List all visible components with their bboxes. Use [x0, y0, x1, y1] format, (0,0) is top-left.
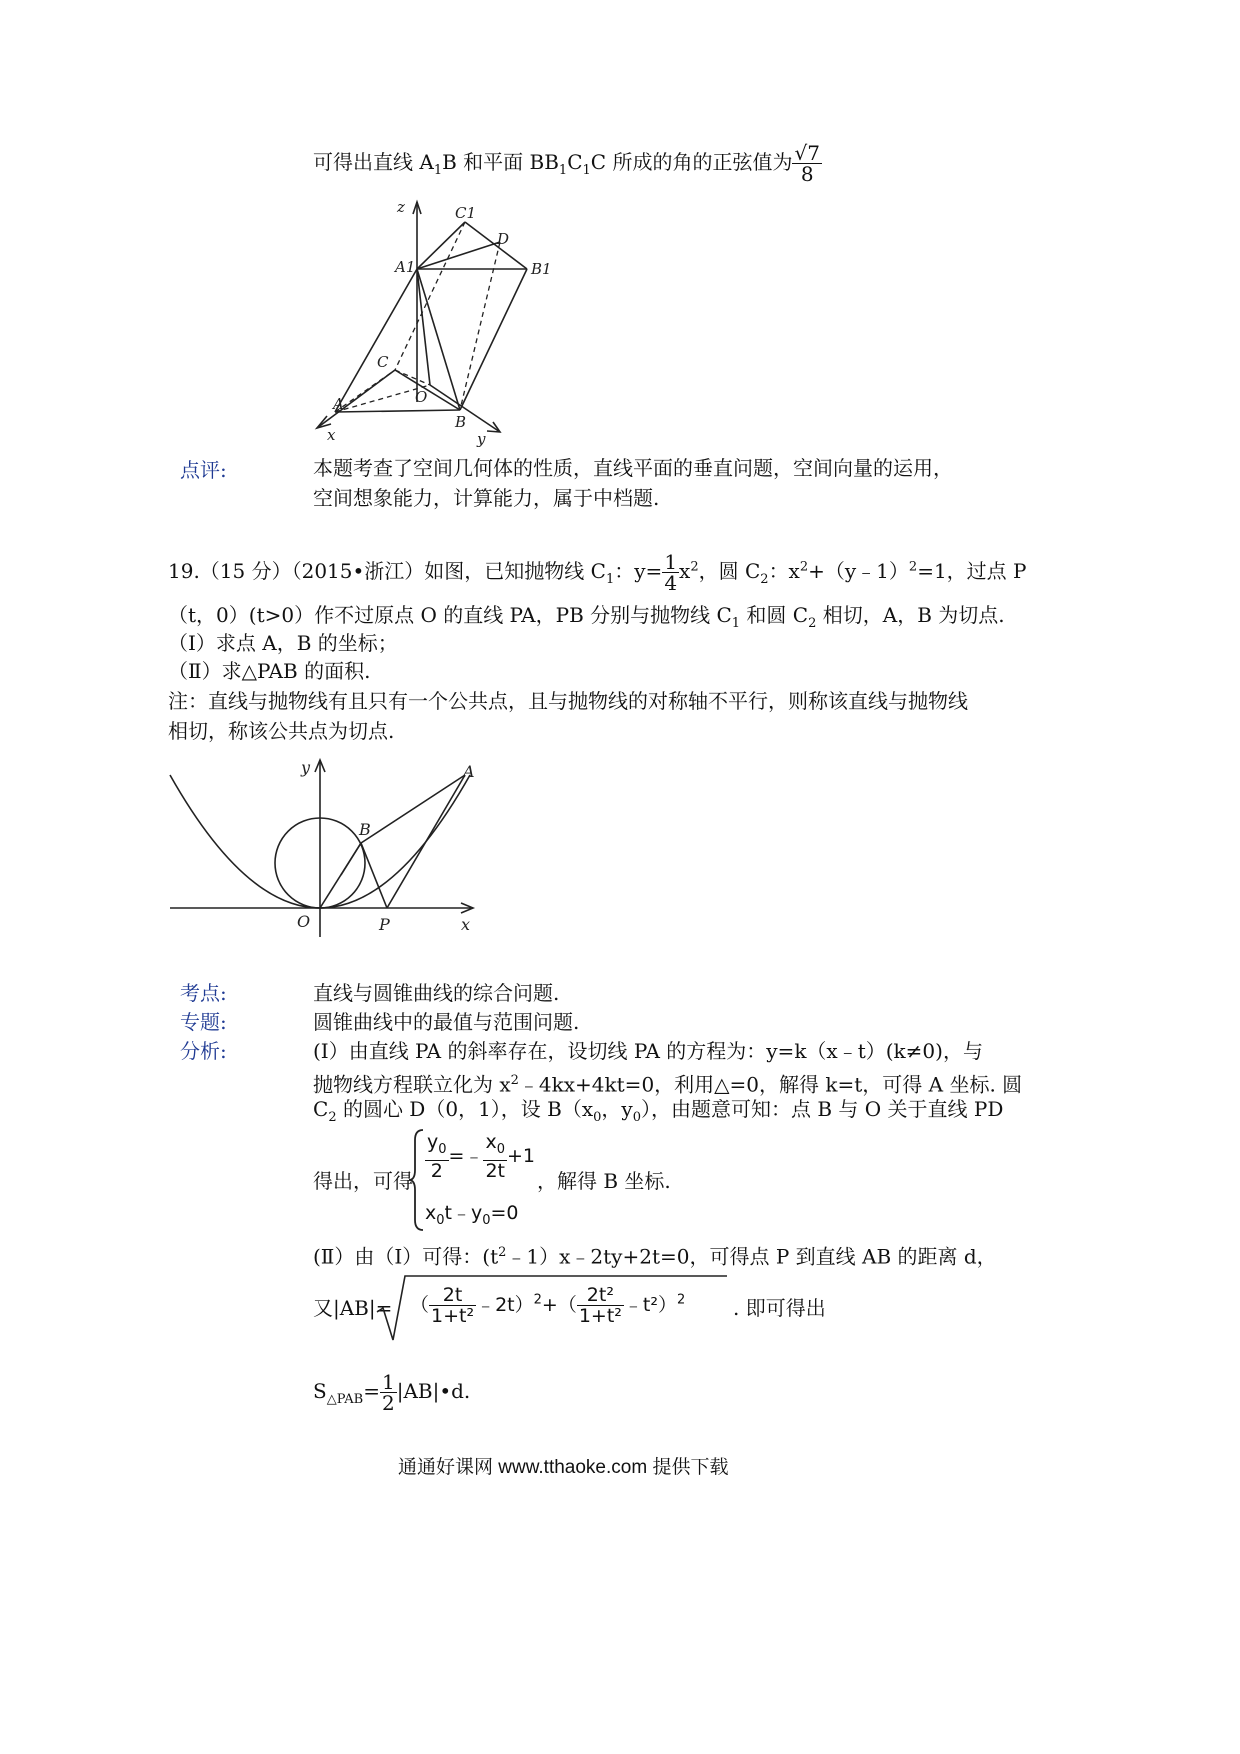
system-eq-2: $x_0t﹣y_0=0$ — [425, 1202, 519, 1228]
review-label: 点评: — [180, 458, 227, 482]
label-a1: A1 — [395, 258, 416, 276]
label-a: A — [333, 395, 344, 413]
conclusion-line: 可得出直线 $A_1B$ 和平面 $BB_1C_1C$ 所成的角的正弦值为 $\frac{√7}{8}$ — [313, 141, 820, 186]
kaodian-text: 直线与圆锥曲线的综合问题. — [313, 981, 560, 1005]
label-o: O — [415, 388, 428, 406]
ab-prefix: 又|AB|= — [313, 1296, 393, 1320]
analysis-line-2: 抛物线方程联立化为 $x^2﹣4kx+4kt=0$，利用△=0，解得 k=t，可得 A 坐标. 圆 — [313, 1072, 1023, 1097]
area-formula: $S_{\triangle PAB}=$ $\frac{1}{2}$ |AB|•d. — [313, 1370, 471, 1415]
parabola-figure — [165, 755, 490, 940]
problem-line-2: （t，0）(t>0）作不过原点 O 的直线 PA，PB 分别与抛物线 $C_1$ 和圆 $C_2$ 相切，A，B 为切点. — [168, 603, 1005, 631]
fenxi-label: 分析: — [180, 1039, 227, 1063]
label-x-axis: x — [461, 915, 471, 934]
analysis-line-1: (I）由直线 PA 的斜率存在，设切线 PA 的方程为：y=k（x﹣t）(k≠0)，与 — [313, 1039, 983, 1063]
label-z: z — [397, 198, 405, 216]
note-line-1: 注：直线与抛物线有且只有一个公共点，且与抛物线的对称轴不平行，则称该直线与抛物线 — [168, 689, 968, 713]
sine-fraction: $\frac{√7}{8}$ — [794, 141, 820, 186]
review-line-2: 空间想象能力，计算能力，属于中档题. — [313, 486, 660, 510]
kaodian-label: 考点: — [180, 981, 227, 1005]
footer-credit: 通通好课网 www.tthaoke.com 提供下载 — [398, 1457, 729, 1478]
left-brace — [407, 1128, 427, 1232]
label-y: y — [477, 430, 486, 447]
quarter-fraction: $\frac{1}{4}$ — [664, 550, 678, 595]
zhuanti-label: 专题: — [180, 1010, 227, 1034]
label-c: C — [377, 353, 389, 371]
note-line-2: 相切，称该公共点为切点. — [168, 719, 395, 743]
label-c1: C1 — [455, 204, 477, 222]
review-line-1: 本题考查了空间几何体的性质，直线平面的垂直问题，空间向量的运用， — [313, 456, 953, 480]
ab-suffix: . 即可得出 — [733, 1296, 826, 1320]
label-b1: B1 — [531, 260, 552, 278]
system-eq-1: $\frac{y_0}{2}$ =﹣ $\frac{x_0}{2t}$ +1 — [427, 1131, 536, 1182]
zhuanti-text: 圆锥曲线中的最值与范围问题. — [313, 1010, 580, 1034]
label-point-b: B — [359, 820, 371, 839]
problem-intro: 19.（15 分）（2015•浙江）如图，已知抛物线 $C_1$：y= $\frac{1}{4}$ $x^2$，圆 $C_2$：$x^2+(y﹣1)^2=1$，过点 P — [168, 550, 1027, 595]
label-b: B — [455, 413, 467, 431]
analysis-line-3: $C_2$ 的圆心 D（0，1），设 $B(x_0$，$y_0$），由题意可知：点 B 与 O 关于直线 PD — [313, 1097, 1004, 1125]
question-2: （Ⅱ）求△PAB 的面积. — [168, 659, 371, 683]
question-1: （Ⅰ）求点 A，B 的坐标； — [168, 631, 398, 655]
label-point-a: A — [463, 762, 475, 781]
system-intro: 得出，可得 — [313, 1169, 413, 1193]
label-point-p: P — [379, 915, 390, 934]
label-x: x — [327, 426, 336, 444]
label-origin: O — [297, 912, 311, 931]
ab-expression: （ $\frac{2t}{\text{1+t²}}$ ﹣2t）$^2$+（ $\frac{\text{2t²}}{\text{1+t²}}$ ﹣t²）$^2$ — [410, 1284, 686, 1327]
prism-figure — [305, 192, 565, 447]
label-y-axis: y — [301, 758, 311, 777]
system-outro: ，解得 B 坐标. — [537, 1169, 671, 1193]
label-d: D — [497, 230, 510, 248]
part2-line-1: (Ⅱ）由（I）可得：$(t^2﹣1)x﹣2ty+2t=0$，可得点 P 到直线 AB 的距离 d， — [313, 1244, 997, 1269]
